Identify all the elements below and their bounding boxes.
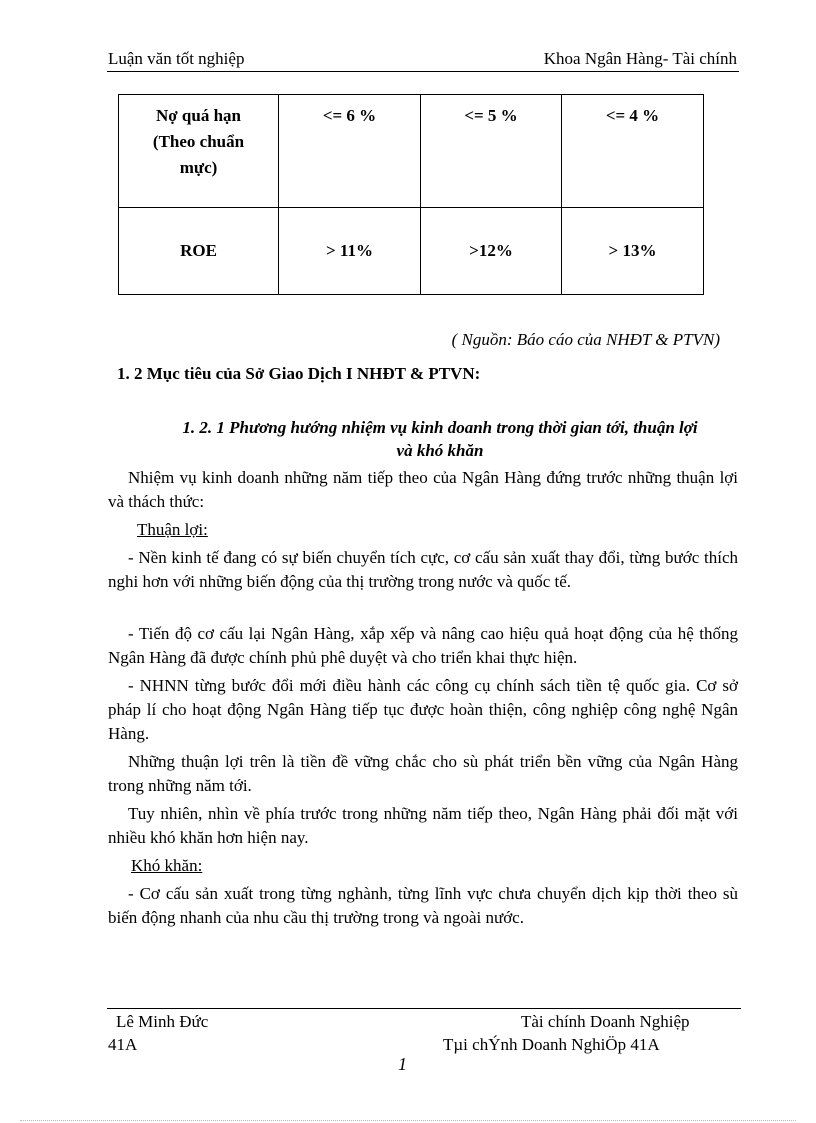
table-cell: >12% (421, 208, 562, 295)
row-label-line: mực) (179, 158, 218, 177)
source-note: ( Nguồn: Báo cáo của NHĐT & PTVN) (451, 330, 720, 349)
header-right: Khoa Ngân Hàng- Tài chính (543, 49, 737, 68)
row-label-line: Nợ quá hạn (155, 106, 241, 125)
section-heading: 1. 2 Mục tiêu của Sở Giao Dịch I NHĐT & PTVN: (117, 364, 481, 383)
advantage-item: - NHNN từng bước đổi mới điều hành các công cụ chính sách tiền tệ quốc gia. Cơ sở pháp lí cho hoạt động Ngân Hàng tiếp tục được hoàn thiện, công nghiệp công nghệ Ngân Hàng. (108, 676, 738, 743)
however-paragraph: Tuy nhiên, nhìn về phía trước trong những năm tiếp theo, Ngân Hàng phải đối mặt với nhiều khó khăn hơn hiện nay. (108, 804, 738, 847)
row-label-cell (119, 95, 279, 208)
table-cell: > 11% (279, 208, 421, 295)
header-rule (107, 71, 739, 72)
table-row (119, 208, 704, 295)
table-cell: <= 5 % (421, 95, 562, 208)
difficulties-label: Khó khăn: (131, 856, 203, 875)
page-number: 1 (398, 1054, 407, 1074)
row-label-line: (Theo chuẩn (152, 132, 245, 151)
footer-rule (107, 1008, 741, 1009)
subsection-heading: 1. 2. 1 Phương hướng nhiệm vụ kinh doanh trong thời gian tới, thuận lợi và khó khăn (182, 418, 698, 460)
footer-dept-garbled: Tµi chÝnh Doanh NghiÖp 41A (443, 1035, 660, 1054)
table-cell: > 13% (562, 208, 704, 295)
table-cell: <= 6 % (279, 95, 421, 208)
advantage-item: - Tiến độ cơ cấu lại Ngân Hàng, xắp xếp và nâng cao hiệu quả hoạt động của hệ thống Ngân Hàng đã được chính phủ phê duyệt và cho triển khai thực hiện. (108, 624, 738, 667)
footer-dept: Tài chính Doanh Nghiệp (521, 1012, 690, 1031)
row-label-cell: ROE (119, 208, 279, 295)
summary-paragraph: Những thuận lợi trên là tiền đề vững chắc cho sù phát triển bền vững của Ngân Hàng trong những năm tới. (108, 752, 738, 795)
table-row (119, 95, 704, 208)
advantage-item: - Nền kinh tế đang có sự biến chuyển tích cực, cơ cấu sản xuất thay đổi, từng bước thích nghi hơn với những biến động của thị trường trong nước và quốc tế. (108, 548, 738, 591)
difficulty-item: - Cơ cấu sản xuất trong từng nghành, từng lĩnh vực chưa chuyển dịch kịp thời theo sù biến động nhanh của nhu cầu thị trường trong và ngoài nước. (108, 884, 738, 927)
intro-paragraph: Nhiệm vụ kinh doanh những năm tiếp theo của Ngân Hàng đứng trước những thuận lợi và thách thức: (108, 468, 738, 511)
page-edge-dots (20, 1120, 796, 1121)
footer-author: Lê Minh Đức (116, 1012, 209, 1031)
criteria-table (118, 94, 704, 295)
table-cell: <= 4 % (562, 95, 704, 208)
footer-class: 41A (108, 1035, 138, 1054)
advantages-label: Thuận lợi: (137, 520, 208, 539)
header-left: Luận văn tốt nghiệp (108, 49, 245, 68)
